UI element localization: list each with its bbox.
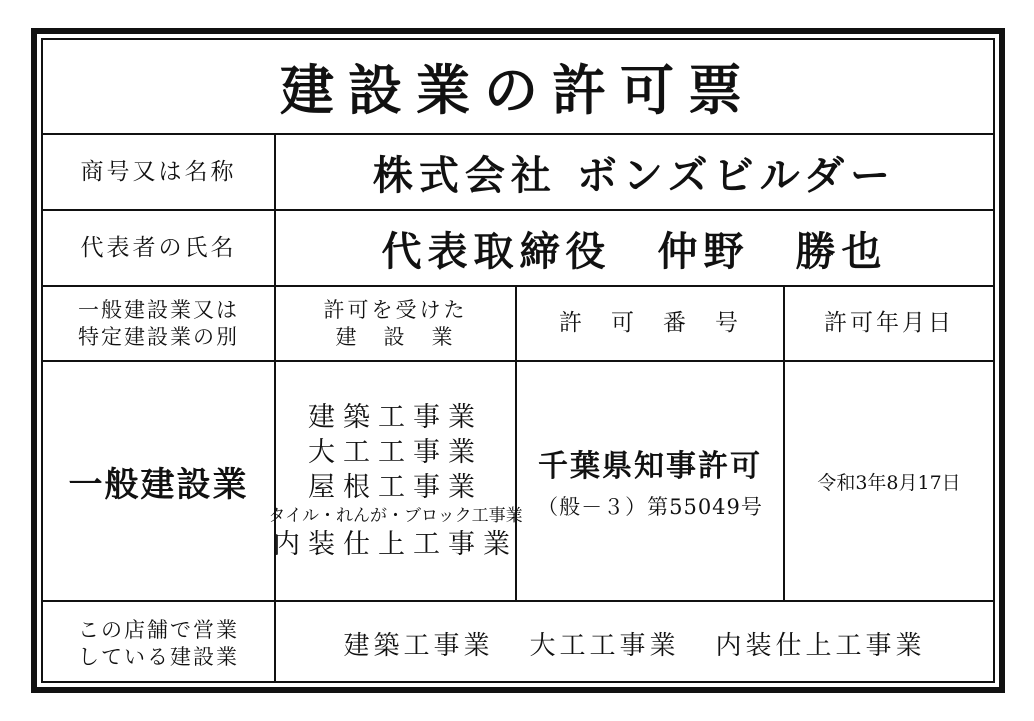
category-value: 一般建設業 (68, 464, 249, 505)
permitted-work-item: タイル・れんが・ブロック工事業 (268, 506, 523, 527)
trade-name-label: 商号又は名称 (80, 158, 237, 185)
branch-works-label-line1: この店舗で営業 (78, 618, 239, 643)
category-label-line2: 特定建設業の別 (78, 324, 239, 349)
branch-works-label-line2: している建設業 (78, 644, 239, 669)
representative-label: 代表者の氏名 (80, 234, 237, 261)
permitted-works-label-line1: 許可を受けた (323, 298, 468, 323)
permit-number-label: 許 可 番 号 (559, 310, 741, 337)
branch-work-item: 内装仕上工事業 (715, 631, 926, 661)
representative-name: 代表取締役 仲野 勝也 (381, 227, 888, 275)
permitted-work-item: 大工工事業 (308, 436, 483, 468)
branch-work-item: 建築工事業 (343, 631, 494, 661)
branch-works-label (43, 602, 274, 685)
permit-authority: 千葉県知事許可 (538, 449, 762, 484)
permitted-work-item: 屋根工事業 (308, 471, 483, 503)
permitted-works-label-line2: 建 設 業 (335, 324, 456, 349)
permitted-work-item: 建築工事業 (308, 401, 483, 433)
permitted-works-label (276, 287, 515, 360)
permit-sign-inner-frame (41, 38, 995, 683)
permit-date-value: 令和3年8月17日 (817, 471, 961, 494)
permitted-works-list (268, 362, 523, 600)
category-label (43, 287, 274, 360)
permit-number-cell (517, 362, 783, 600)
permit-date-label: 許可年月日 (824, 310, 954, 337)
permit-number-value: （般－３）第55049号 (537, 495, 763, 519)
company-name: 株式会社 ボンズビルダー (372, 151, 897, 199)
permit-sign (31, 28, 1005, 693)
branch-work-item: 大工工事業 (529, 631, 680, 661)
sign-title: 建設業の許可票 (280, 58, 756, 122)
permitted-work-item: 内装仕上工事業 (273, 529, 518, 561)
category-label-line1: 一般建設業又は (78, 298, 239, 323)
branch-works-list (276, 602, 993, 685)
